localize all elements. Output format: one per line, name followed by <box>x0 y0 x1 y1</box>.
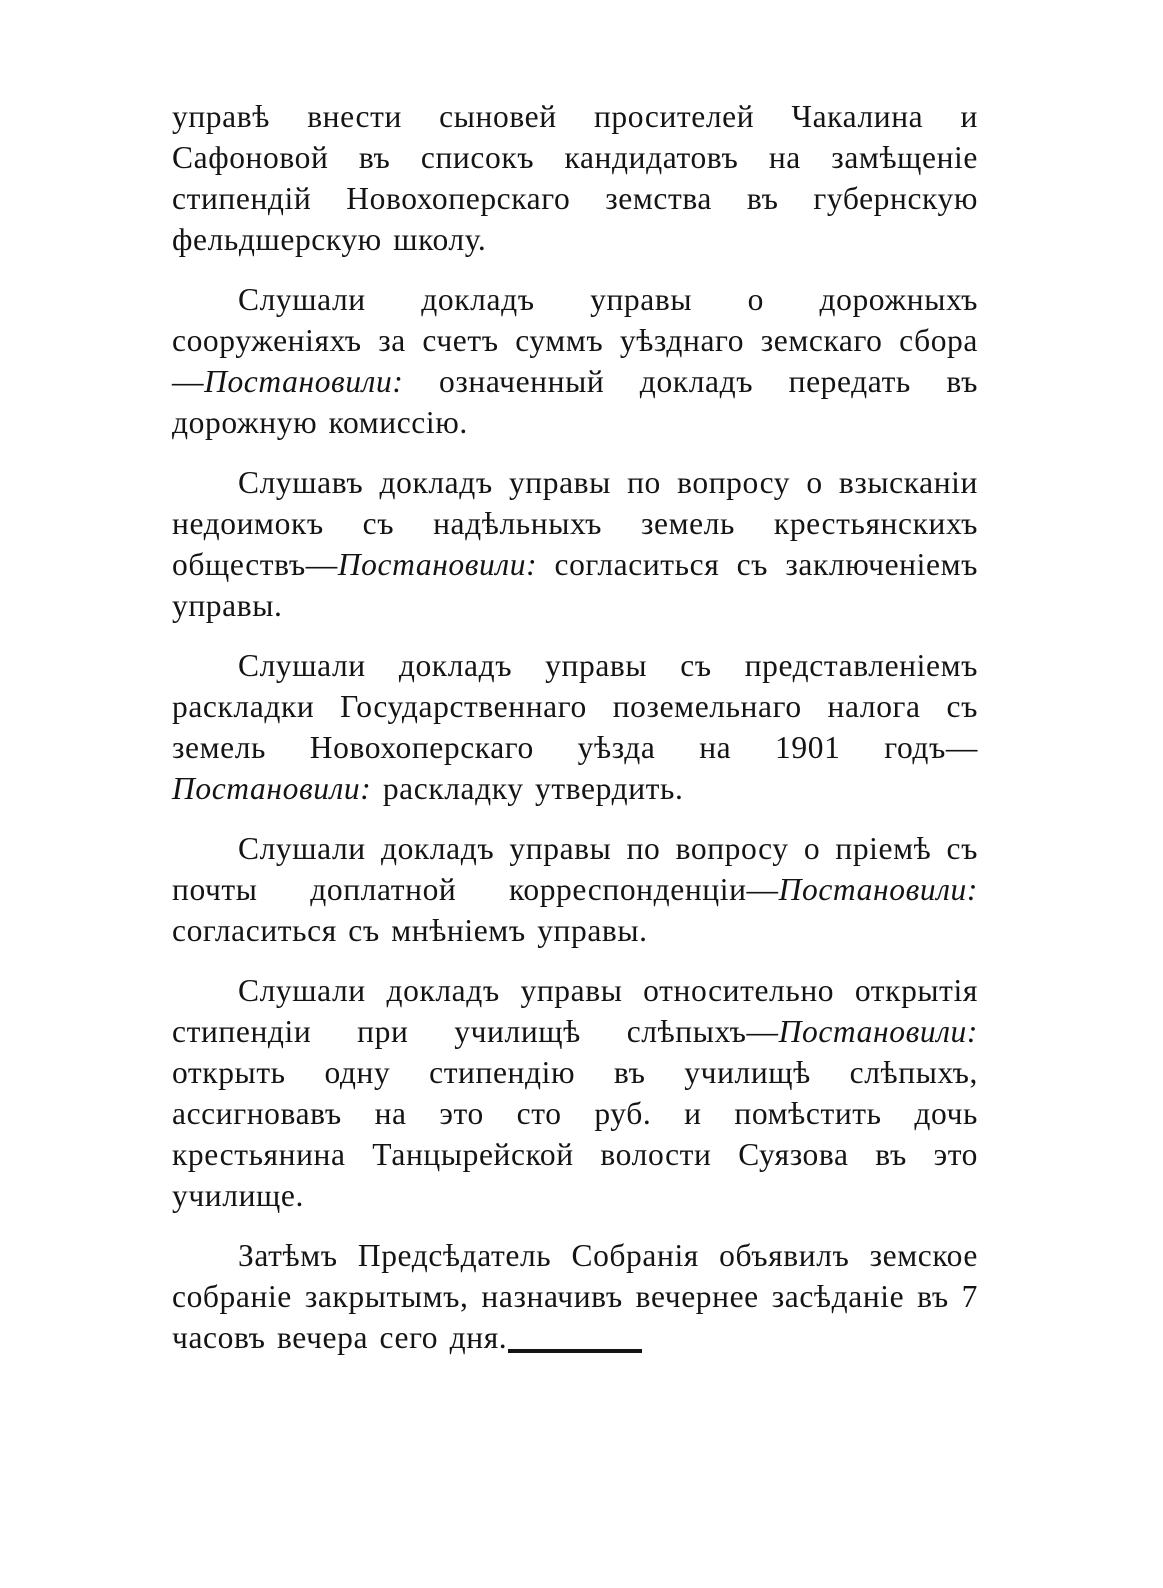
paragraph-continuation: управѣ внести сыновей просителей Чакалина и Сафоновой въ списокъ кандидатовъ на замѣщеніе стипендій Новохоперскаго земства въ губернскую фельдшерскую школу. <box>172 99 978 257</box>
paragraph-postage <box>172 828 978 951</box>
paragraph-text: открыть одну стипендію въ училищѣ слѣпыхъ, ассигновавъ на это сто руб. и помѣстить дочь крестьянина Танцырейской волости Суязова въ это училище. <box>172 1055 978 1213</box>
resolution-label: Постановили: <box>778 872 978 907</box>
paragraph-land-tax <box>172 645 978 809</box>
paragraph-text: Слушали докладъ управы о дорожныхъ сооруженіяхъ за счетъ суммъ уѣзднаго земскаго сбора— <box>172 282 978 399</box>
resolution-label: Постановили: <box>778 1014 978 1049</box>
paragraph-arrears <box>172 462 978 626</box>
paragraph-text: Слушали докладъ управы съ представленіемъ раскладки Государственнаго поземельнаго налога съ земель Новохоперскаго уѣзда на 1901 годъ— <box>172 648 978 765</box>
closing-rule <box>508 1349 642 1353</box>
resolution-label: Постановили: <box>337 547 538 582</box>
resolution-label: Постановили: <box>204 364 404 399</box>
paragraph-text: Слушали докладъ управы по вопросу о пріемѣ съ почты доплатной корреспонденціи— <box>172 831 978 907</box>
document-body <box>172 96 978 1377</box>
paragraph-text: означенный докладъ передать въ дорожную комиссію. <box>172 364 978 440</box>
paragraph-text: Слушали докладъ управы относительно открытія стипендіи при училищѣ слѣпыхъ— <box>172 973 978 1049</box>
resolution-label: Постановили: <box>172 771 372 806</box>
paragraph-text: согласиться съ заключеніемъ управы. <box>172 547 978 623</box>
paragraph-closing: Затѣмъ Предсѣдатель Собранія объявилъ земское собраніе закрытымъ, назначивъ вечернее засѣданіе въ 7 часовъ вечера сего дня. <box>172 1238 978 1355</box>
paragraph-blind-school <box>172 970 978 1216</box>
paragraph-road-structures <box>172 279 978 443</box>
paragraph-text: Слушавъ докладъ управы по вопросу о взысканіи недоимокъ съ надѣльныхъ земель крестьянскихъ обществъ— <box>172 465 978 582</box>
paragraph-text: раскладку утвердить. <box>371 771 684 806</box>
paragraph-text: согласиться съ мнѣніемъ управы. <box>172 913 648 948</box>
